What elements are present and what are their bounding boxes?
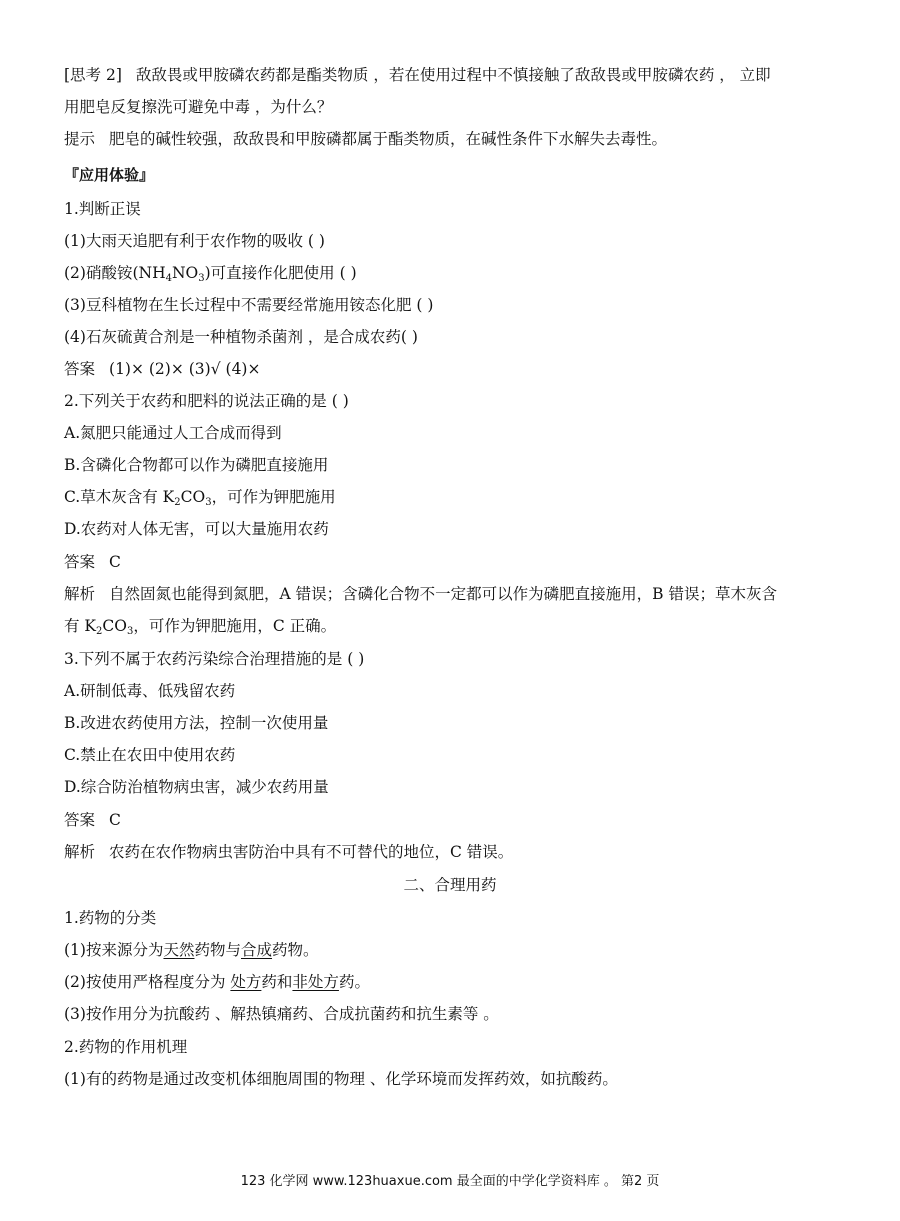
s2-p1-3: (3)按作用分为抗酸药 、解热镇痛药、合成抗菌药和抗生素等 。 [64,1005,499,1023]
s2-p1-2 [64,971,834,993]
q1-item-2-sub4: 4 [165,273,172,284]
q1-title: 1.判断正误 [64,200,141,218]
hint-label: 提示 [64,130,96,148]
q2-explain-line2 [64,615,834,637]
q2-answer [64,551,834,573]
section-title: 二、合理用药 [403,876,497,894]
s2-p1-title: 1.药物的分类 [64,909,157,927]
explain-label: 解析 [64,585,96,603]
think2-hint [64,128,834,150]
q2-option-c-b: CO [180,488,206,506]
q3-answer [64,809,834,831]
blank-synthetic: 合成 [241,941,273,959]
q2-explain-line1 [64,583,834,605]
s2-p1-2a: (2)按使用严格程度分为 [64,973,231,991]
apply-header: 『应用体验』 [64,166,155,184]
answer-label: 答案 [64,360,96,378]
s2-p1-2c: 药和 [261,973,293,991]
q1-item-2-sub3: 3 [198,273,205,284]
think2-question-line1 [64,64,834,86]
explain-text: 自然固氮也能得到氮肥，A 错误；含磷化合物不一定都可以作为磷肥直接施用，B 错误；草木灰含 [109,585,777,603]
answer-label: 答案 [64,811,96,829]
q1-item-3: (3)豆科植物在生长过程中不需要经常施用铵态化肥 ( ) [64,296,434,314]
q1-item-2 [64,262,834,284]
s2-p1-1c: 药物与 [194,941,241,959]
explain-2b: 2 [96,626,103,637]
blank-natural: 天然 [163,941,195,959]
page-footer: 123 化学网 www.123huaxue.com 最全面的中学化学资料库 。 第2 页 [240,1174,660,1189]
explain-2d: 3 [126,626,134,637]
explain-text: 农药在农作物病虫害防治中具有不可替代的地位，C 错误。 [109,843,514,861]
s2-p1-1a: (1)按来源分为 [64,941,164,959]
q2-option-a: A.氮肥只能通过人工合成而得到 [64,424,282,442]
explain-2c: CO [102,617,127,635]
answer-text: (1)× (2)× (3)√ (4)× [109,360,261,378]
q2-option-c-sub3: 3 [205,497,212,508]
s2-p1-1e: 药物。 [272,941,319,959]
q1-item-2-b: NO [171,264,199,282]
q2-option-b: B.含磷化合物都可以作为磷肥直接施用 [64,456,329,474]
think2-label: [思考 2] [64,66,122,84]
q2-option-d: D.农药对人体无害，可以大量施用农药 [64,520,329,538]
explain-2a: 有 K [64,617,97,635]
s2-p2-1: (1)有的药物是通过改变机体细胞周围的物理 、化学环境而发挥药效，如抗酸药。 [64,1070,618,1088]
q1-item-2-c: )可直接作化肥使用 ( ) [204,264,357,282]
answer-text: C [109,811,121,829]
think2-question-part1: 敌敌畏或甲胺磷农药都是酯类物质 ，若在使用过程中不慎接触了敌敌畏或甲胺磷农药 ， 立即 [135,66,771,84]
q1-answer [64,358,834,380]
answer-text: C [109,553,121,571]
q3-title: 3.下列不属于农药污染综合治理措施的是 ( ) [64,650,365,668]
q2-option-c-c: ，可作为钾肥施用 [211,488,336,506]
explain-2e: ，可作为钾肥施用，C 正确。 [133,617,337,635]
blank-prescription: 处方 [230,973,262,991]
q3-option-a: A.研制低毒、低残留农药 [64,682,236,700]
q2-option-c [64,486,834,508]
s2-p2-title: 2.药物的作用机理 [64,1038,188,1056]
q1-item-1: (1)大雨天追肥有利于农作物的吸收 ( ) [64,232,325,250]
q2-option-c-a: C.草木灰含有 K [64,488,175,506]
s2-p1-1 [64,939,834,961]
q1-item-2-a: (2)硝酸铵(NH [64,264,166,282]
q3-explain [64,841,834,863]
blank-otc: 非处方 [292,973,339,991]
think2-question-line2: 用肥皂反复擦洗可避免中毒 ，为什么？ [64,98,333,116]
q2-option-c-sub2: 2 [174,497,181,508]
q3-option-c: C.禁止在农田中使用农药 [64,746,236,764]
q2-title: 2.下列关于农药和肥料的说法正确的是 ( ) [64,392,349,410]
hint-text: 肥皂的碱性较强，敌敌畏和甲胺磷都属于酯类物质，在碱性条件下水解失去毒性。 [109,130,668,148]
s2-p1-2e: 药。 [338,973,370,991]
explain-label: 解析 [64,843,96,861]
answer-label: 答案 [64,553,96,571]
q3-option-b: B.改进农药使用方法，控制一次使用量 [64,714,329,732]
q1-item-4: (4)石灰硫黄合剂是一种植物杀菌剂 ，是合成农药( ) [64,328,418,346]
q3-option-d: D.综合防治植物病虫害，减少农药用量 [64,778,329,796]
